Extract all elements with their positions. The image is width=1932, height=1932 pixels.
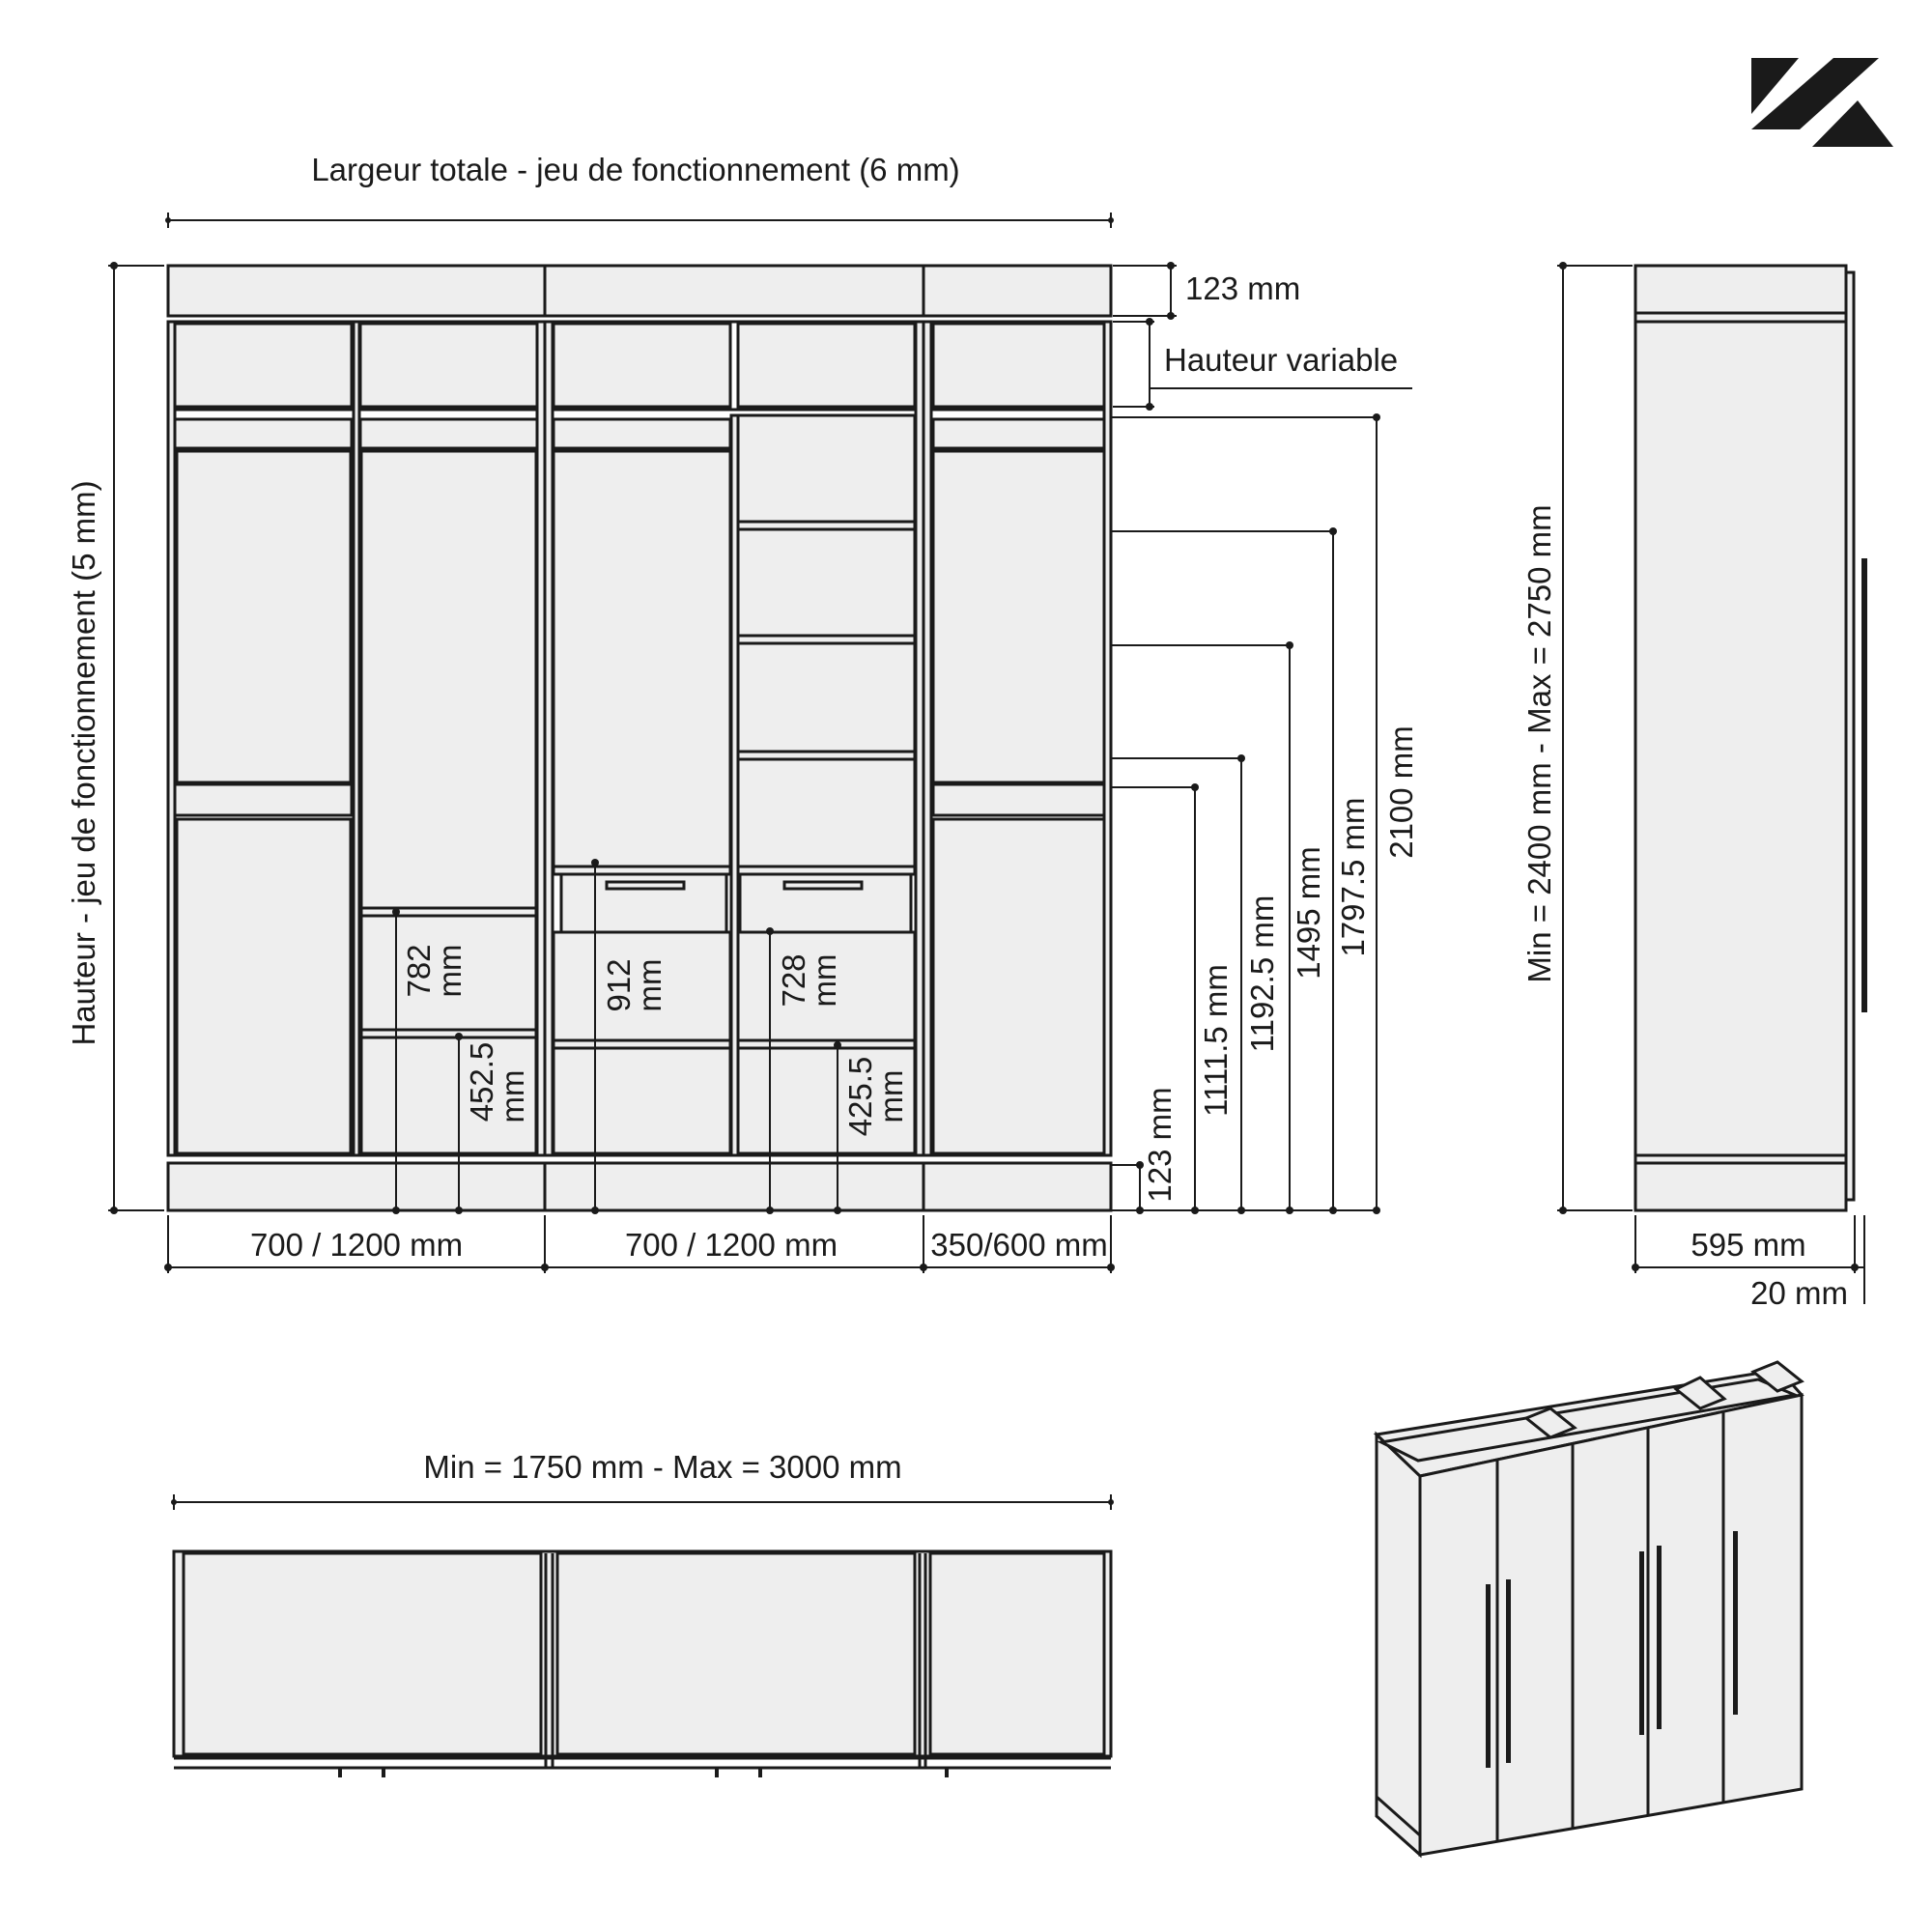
height-1495: 1495 mm (1291, 846, 1326, 980)
height-1111: 1111.5 mm (1198, 964, 1234, 1117)
height-label: Hauteur - jeu de fonctionnement (5 mm) (66, 480, 101, 1046)
dim-425-unit: mm (873, 1069, 909, 1123)
total-width-label: Largeur totale - jeu de fonctionnement (6 mm) (311, 152, 960, 187)
plan-width-label: Min = 1750 mm - Max = 3000 mm (423, 1449, 902, 1485)
dim-452: 452.5 (464, 1041, 499, 1122)
top-height-label: 123 mm (1185, 270, 1301, 306)
dim-912-unit: mm (632, 958, 668, 1012)
col2-width-label: 700 / 1200 mm (624, 1227, 838, 1263)
side-height-label: Min = 2400 mm - Max = 2750 mm (1521, 504, 1557, 983)
side-view (1521, 262, 1867, 1311)
wardrobe-3d-icon (1377, 1362, 1802, 1855)
door-thickness-label: 20 mm (1750, 1275, 1848, 1311)
col1-width-label: 700 / 1200 mm (249, 1227, 464, 1263)
dim-728: 728 (776, 953, 811, 1008)
height-2100: 2100 mm (1383, 725, 1419, 859)
brand-logo-icon (1751, 58, 1893, 147)
base-height-label: 123 mm (1142, 1087, 1178, 1203)
dim-425: 425.5 (842, 1056, 878, 1137)
dim-728-unit: mm (807, 953, 842, 1008)
dim-782-unit: mm (432, 944, 468, 998)
front-elevation (66, 152, 1419, 1273)
dim-912: 912 (601, 958, 637, 1012)
plan-view (171, 1449, 1114, 1777)
variable-height-label: Hauteur variable (1164, 342, 1399, 378)
dim-782: 782 (401, 944, 437, 998)
height-1192: 1192.5 mm (1244, 895, 1280, 1053)
depth-label: 595 mm (1690, 1227, 1806, 1263)
col3-width-label: 350/600 mm (930, 1227, 1108, 1263)
dim-452-unit: mm (495, 1069, 530, 1123)
height-1797: 1797.5 mm (1335, 797, 1371, 957)
